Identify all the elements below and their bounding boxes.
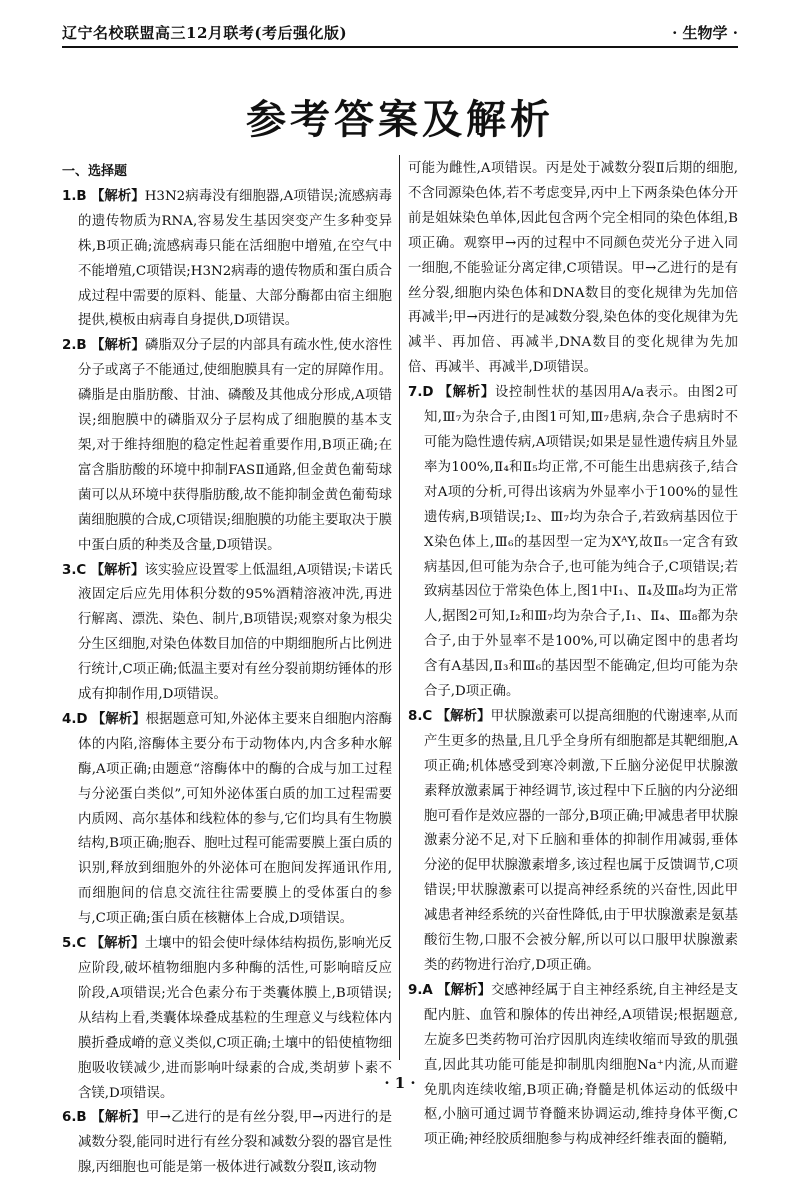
header-subject: · 生物学 · <box>672 24 738 42</box>
right-column <box>408 157 738 1153</box>
item-tag: 【解析】 <box>90 562 145 578</box>
answer-item-7 <box>408 381 738 705</box>
item-number: 3. <box>62 562 77 578</box>
item-tag: 【解析】 <box>91 1110 146 1126</box>
item-tag: 【解析】 <box>91 711 146 727</box>
item-tag: 【解析】 <box>90 936 145 952</box>
item-number: 8. <box>408 708 423 724</box>
item-explanation: 甲状腺激素可以提高细胞的代谢速率,从而产生更多的热量,且几乎全身所有细胞都是其靶细胞,A项正确;机体感受到寒冷刺激,下丘脑分泌促甲状腺激素释放激素属于神经调节,该过程中下丘脑的内分泌细胞可看作是效应器的一部分,B项正确;甲减患者甲状腺激素分泌不足,对下丘脑和垂体的抑制作用减弱,垂体分泌的促甲状腺激素增多,该过程也属于反馈调节,C项错误;甲状腺激素可以提高神经系统的兴奋性,因此甲减患者神经系统的兴奋性降低,由于甲状腺激素是氨基酸衍生物,口服不会被分解,所以可以口服甲状腺激素类的药物进行治疗,D项正确。 <box>424 708 738 973</box>
item-answer: C <box>422 708 433 724</box>
answer-item-1 <box>62 185 392 334</box>
answer-item-9 <box>408 979 738 1153</box>
header-exam-title: 辽宁名校联盟高三12月联考(考后强化版) <box>62 24 348 42</box>
page-title: 参考答案及解析 <box>246 97 554 143</box>
item-number: 1. <box>62 188 77 204</box>
answer-item-3 <box>62 559 392 708</box>
item-answer: B <box>76 188 87 204</box>
item-explanation: 土壤中的铅会使叶绿体结构损伤,影响光反应阶段,破坏植物细胞内多种酶的活性,可影响暗反应阶段,A项错误;光合色素分布于类囊体膜上,B项错误;从结构上看,类囊体垛叠成基粒的生理意义与线粒体内膜折叠成嵴的意义类似,C项正确;土壤中的铅使植物细胞吸收镁减少,进而影响叶绿素的合成,类胡萝卜素不含镁,D项错误。 <box>78 936 392 1101</box>
item-explanation-part1: 甲→乙进行的是有丝分裂,甲→丙进行的是减数分裂,能同时进行有丝分裂和减数分裂的器官是性腺,丙细胞也可能是第一极体进行减数分裂Ⅱ,该动物 <box>78 1110 392 1176</box>
answer-item-6 <box>62 1106 392 1181</box>
item-number: 2. <box>62 338 77 354</box>
answer-item-6-continued: 可能为雌性,A项错误。丙是处于减数分裂Ⅱ后期的细胞,不含同源染色体,若不考虑变异,丙中上下两条染色体分开前是姐妹染色单体,因此包含两个完全相同的染色体组,B项正确。观察甲→丙的过程中不同颜色荧光分子进入同一细胞,不能验证分离定律,C项错误。甲→乙进行的是有丝分裂,细胞内染色体和DNA数目的变化规律为先加倍再减半;甲→丙进行的是减数分裂,染色体的变化规律为先减半、再加倍、再减半,DNA数目的变化规律为先加倍、再减半、再减半,D项错误。 <box>408 161 738 376</box>
item-answer: B <box>76 1110 87 1126</box>
answer-item-2 <box>62 334 392 558</box>
left-column <box>62 160 392 1181</box>
page-number: · 1 · <box>384 1074 416 1092</box>
item-number: 6. <box>62 1110 77 1126</box>
item-number: 4. <box>62 711 77 727</box>
column-divider <box>399 155 400 1060</box>
answer-item-4 <box>62 708 392 932</box>
item-tag: 【解析】 <box>437 982 492 998</box>
item-tag: 【解析】 <box>436 708 491 724</box>
item-tag: 【解析】 <box>90 338 145 354</box>
item-explanation: 根据题意可知,外泌体主要来自细胞内溶酶体的内陷,溶酶体主要分布于动物体内,内含多种水解酶,A项正确;由题意“溶酶体中的酶的合成与加工过程与分泌蛋白类似”,可知外泌体蛋白质的加工过程需要内质网、高尔基体和线粒体的参与,它们均具有生物膜结构,B项正确;胞吞、胞吐过程可能需要膜上蛋白质的识别,释放到细胞外的外泌体可在胞间发挥通讯作用,而细胞间的信息交流往往需要膜上的受体蛋白的参与,C项正确;蛋白质在核糖体上合成,D项错误。 <box>78 711 392 927</box>
item-answer: D <box>76 711 88 727</box>
item-number: 7. <box>408 385 423 401</box>
item-number: 5. <box>62 936 77 952</box>
item-explanation: 设控制性状的基因用A/a表示。由图2可知,Ⅲ₇为杂合子,由图1可知,Ⅲ₇患病,杂合子患病时不可能为隐性遗传病,A项错误;如果是显性遗传病且外显率为100%,Ⅱ₄和Ⅱ₅均正常,不可能生出患病孩子,结合对A项的分析,可得出该病为外显率小于100%的显性遗传病,B项错误;Ⅰ₂、Ⅲ₇均为杂合子,若致病基因位于X染色体上,Ⅲ₆的基因型一定为XᴬY,故Ⅱ₅一定含有致病基因,但可能为杂合子,也可能为纯合子,C项错误;若致病基因位于常染色体上,图1中Ⅰ₁、Ⅱ₄及Ⅲ₈均为正常人,据图2可知,Ⅰ₂和Ⅲ₇均为杂合子,Ⅰ₁、Ⅱ₄、Ⅲ₈都为杂合子,由于外显率不是100%,可以确定图中的患者均含有A基因,Ⅱ₃和Ⅲ₆的基因型不能确定,但均可能为杂合子,D项正确。 <box>424 385 738 700</box>
item-answer: D <box>422 385 434 401</box>
item-answer: C <box>76 936 87 952</box>
section-title: 一、选择题 <box>62 164 128 179</box>
answer-item-8 <box>408 705 738 979</box>
item-answer: A <box>422 982 433 998</box>
item-tag: 【解析】 <box>438 385 495 401</box>
item-answer: C <box>76 562 87 578</box>
item-tag: 【解析】 <box>90 188 145 204</box>
item-explanation: H3N2病毒没有细胞器,A项错误;流感病毒的遗传物质为RNA,容易发生基因突变产生多种变异株,B项正确;流感病毒只能在活细胞中增殖,在空气中不能增殖,C项错误;H3N2病毒的遗传物质和蛋白质合成过程中需要的原料、能量、大部分酶都由宿主细胞提供,模板由病毒自身提供,D项错误。 <box>78 188 393 329</box>
page-header <box>62 22 738 48</box>
item-answer: B <box>76 338 87 354</box>
item-number: 9. <box>408 982 423 998</box>
item-explanation: 交感神经属于自主神经系统,自主神经是支配内脏、血管和腺体的传出神经,A项错误;根据题意,左旋多巴类药物可治疗因肌肉连续收缩而导致的肌强直,因此其功能可能是抑制肌肉细胞Na⁺内流,从而避免肌肉连续收缩,B项正确;脊髓是机体运动的低级中枢,小脑可通过调节脊髓来协调运动,维持身体平衡,C项正确;神经胶质细胞参与构成神经纤维表面的髓鞘, <box>424 982 739 1148</box>
item-explanation: 该实验应设置零上低温组,A项错误;卡诺氏液固定后应先用体积分数的95%酒精溶液冲洗,再进行解离、漂洗、染色、制片,B项错误;观察对象为根尖分生区细胞,对染色体数目加倍的中期细胞所占比例进行统计,C项正确;低温主要对有丝分裂前期纺锤体的形成有抑制作用,D项错误。 <box>78 562 393 703</box>
item-explanation: 磷脂双分子层的内部具有疏水性,使水溶性分子或离子不能通过,使细胞膜具有一定的屏障作用。磷脂是由脂肪酸、甘油、磷酸及其他成分形成,A项错误;细胞膜中的磷脂双分子层构成了细胞膜的基本支架,对于维持细胞的稳定性起着重要作用,B项正确;在富含脂肪酸的环境中抑制FASⅡ通路,但金黄色葡萄球菌可以从环境中获得脂肪酸,故不能抑制金黄色葡萄球菌细胞膜的合成,C项错误;细胞膜的功能主要取决于膜中蛋白质的种类及含量,D项错误。 <box>78 338 393 553</box>
